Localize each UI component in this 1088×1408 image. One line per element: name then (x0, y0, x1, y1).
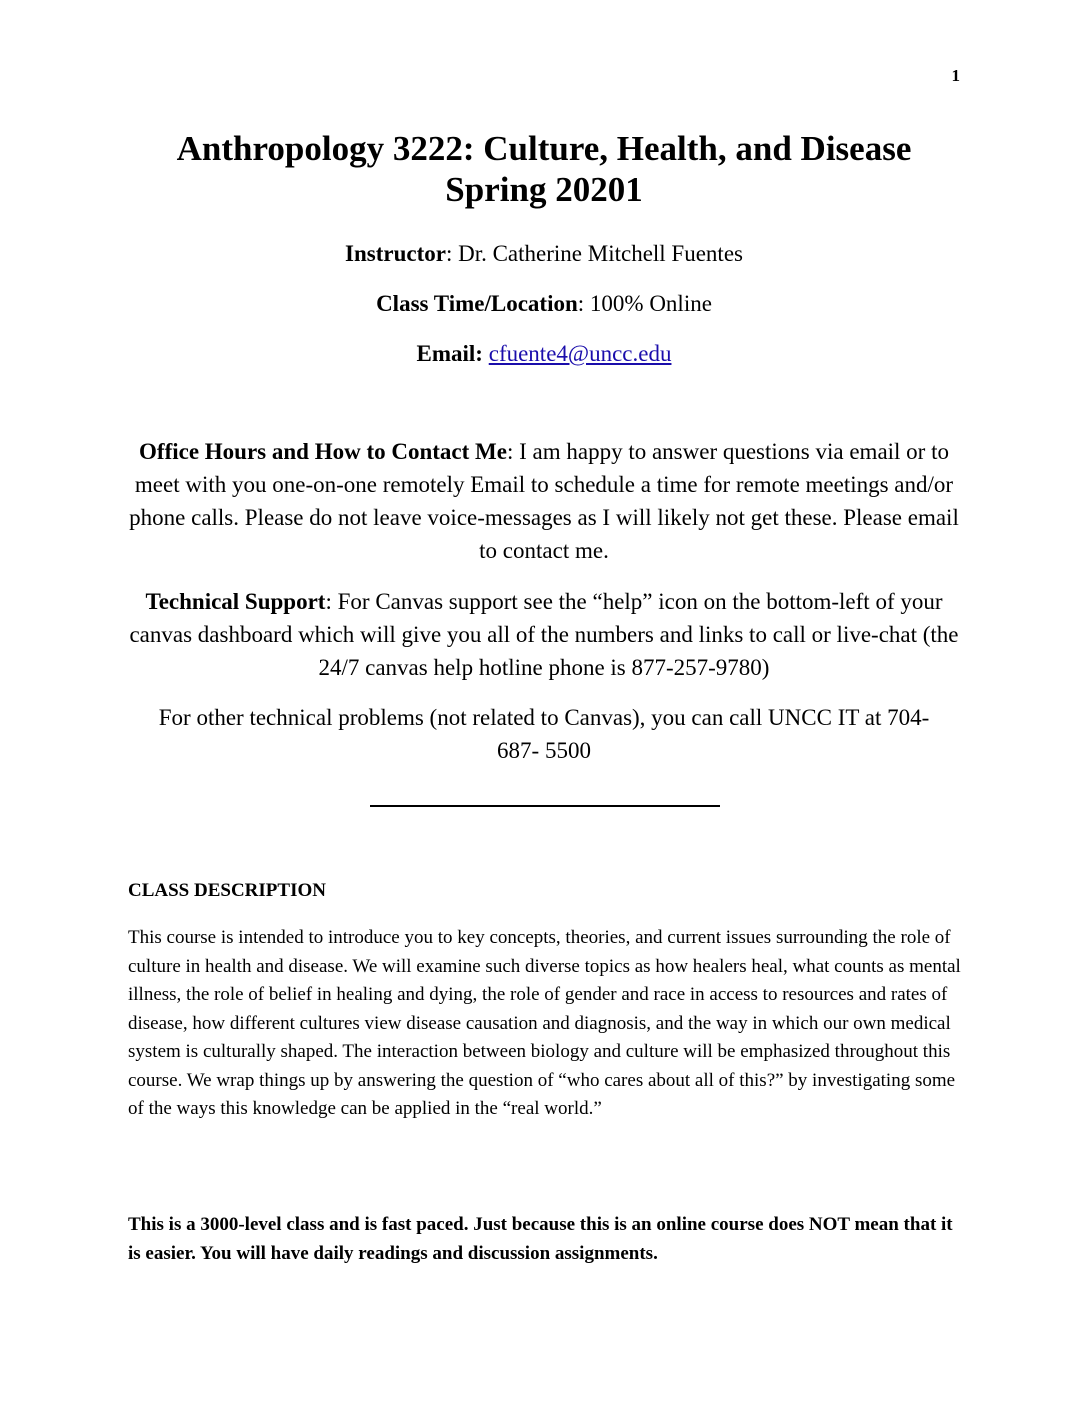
instructor-name: : Dr. Catherine Mitchell Fuentes (445, 241, 743, 266)
email-label: Email: (416, 341, 483, 366)
office-hours-label: Office Hours and How to Contact Me (139, 439, 507, 464)
course-notice: This is a 3000-level class and is fast paced. Just because this is an online course does NOT mean that it is easier. You will have daily readings and discussion assignments. (128, 1214, 953, 1264)
office-hours-text: : I am happy to answer questions via email or to meet with you one-on-one remotely Email to schedule a time for remote meetings and/or phone calls. Please do not leave voice-messages as I will likely not get these. Please email to contact me. (129, 439, 959, 563)
instructor-label: Instructor (345, 241, 446, 266)
class-time-line (0, 290, 1088, 317)
other-problems-paragraph: For other technical problems (not related to Canvas), you can call UNCC IT at 704-687- 5500 (158, 705, 930, 763)
page-number: 1 (951, 66, 960, 85)
course-title: Anthropology 3222: Culture, Health, and Disease (176, 129, 912, 168)
email-line (0, 340, 1088, 367)
technical-support-text: : For Canvas support see the “help” icon on the bottom-left of your canvas dashboard which will give you all of the numbers and links to call or live-chat (the 24/7 canvas help hotline phone is 877-257-9780) (129, 589, 959, 680)
class-description-heading: CLASS DESCRIPTION (128, 880, 326, 901)
email-link[interactable]: cfuente4@uncc.edu (488, 341, 672, 366)
course-term: Spring 20201 (445, 170, 643, 209)
instructor-line (0, 240, 1088, 267)
technical-support-paragraph (128, 585, 960, 684)
class-description-text: This course is intended to introduce you to key concepts, theories, and current issues surrounding the role of culture in health and disease. We will examine such diverse topics as how healers heal, what counts as mental illness, the role of belief in healing and dying, the role of gender and race in access to resources and rates of disease, how different cultures view disease causation and diagnosis, and the way in which our own medical system is culturally shaped. The interaction between biology and culture will be emphasized throughout this course. We wrap things up by answering the question of “who cares about all of this?” by investigating some of the ways this knowledge can be applied in the “real world.” (128, 927, 961, 1119)
class-time-value: : 100% Online (577, 291, 712, 316)
technical-support-label: Technical Support (145, 589, 326, 614)
class-time-label: Class Time/Location (376, 291, 578, 316)
office-hours-paragraph (128, 435, 960, 567)
header-block (0, 128, 1088, 367)
section-divider (370, 805, 720, 807)
